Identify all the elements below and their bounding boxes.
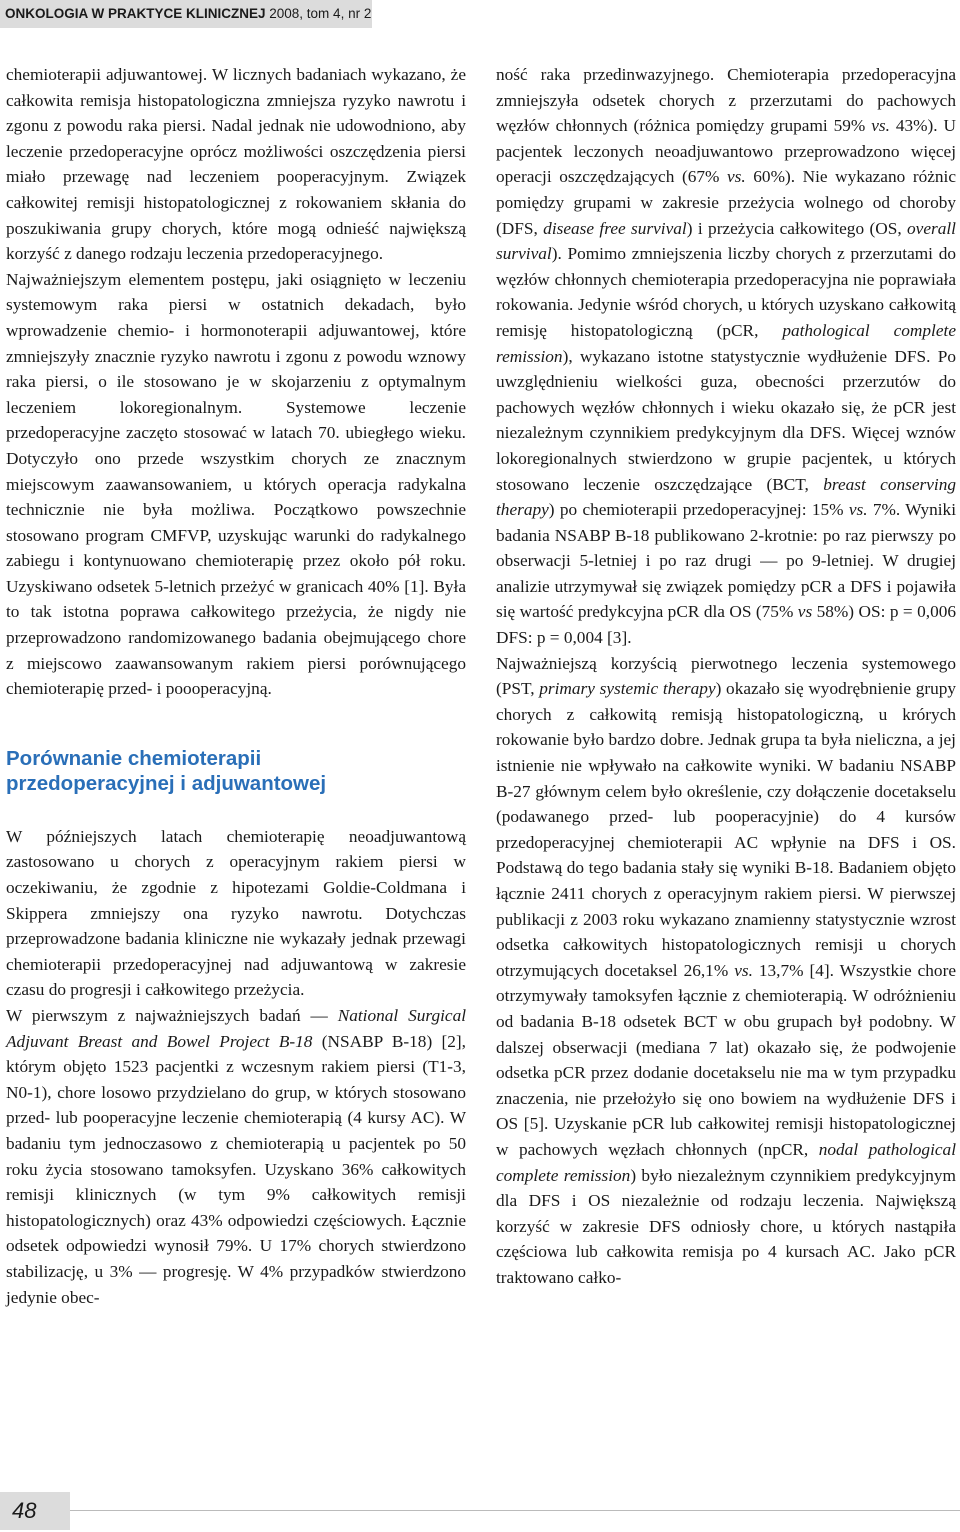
pcr-term: pathological complete remission xyxy=(496,320,956,366)
text-run: ) i przeżycia całkowitego (OS, xyxy=(686,218,908,238)
text-run: ) było niezależnym czynnikiem predykcyjnym dla DFS i OS niezależnie od rodzaju leczenia. Największą korzyść w zakresie DFS odniosły chore, u których nastąpiła częściowa lub całkowita remisja po 4 kursach AC. Jako pCR traktowano całko- xyxy=(496,1165,956,1287)
paragraph-nsabp-b18 xyxy=(6,1003,466,1310)
pst-term: primary systemic therapy xyxy=(539,679,716,699)
os-term: overall survival xyxy=(496,218,956,264)
npcr-term: nodal pathological complete remission xyxy=(496,1139,956,1185)
text-run: (NSABP B-18) [2], którym objęto 1523 pacjentki z wczesnym rakiem piersi (T1-3, N0-1), chore losowo przydzielano do grup, w których stosowano przed- lub pooperacyjne leczenie chemioterapią (4 kursy AC). W badaniu tym jednoczasowo z chemioterapią u pacjentek po 50 roku życia stosowano tamoksyfen. Uzyskano 36% całkowitych remisji klinicznych (w tym 9% całkowitych remisji histopatologicznych) oraz 43% odpowiedzi częściowych. Łącznie odsetek odpowiedzi wynosił 79%. U 17% chorych stwierdzono stabilizację, u 3% — progresję. W 4% przypadków stwierdzono jedynie obec- xyxy=(6,1031,466,1307)
paragraph-comparison: W późniejszych latach chemioterapię neoadjuwantową zastosowano u chorych z operacyjnym rakiem piersi w oczekiwaniu, że zgodnie z hipotezami Goldie-Coldmana i Skippera zmniejszy ona ryzyko nawrotu. Dotychczas przeprowadzone badania kliniczne nie wykazały jednak przewagi chemioterapii przedoperacyjnej nad adjuwantową w zakresie czasu do progresji i całkowitego przeżycia. xyxy=(6,826,466,1000)
text-run: 43%). U pacjentek leczonych neoadjuwantowo przeprowadzono więcej operacji oszczędzających (67% xyxy=(496,116,956,187)
vs-term: vs. xyxy=(734,960,753,980)
page-number-box xyxy=(0,1492,70,1530)
running-header xyxy=(0,0,372,28)
vs-term: vs. xyxy=(726,167,746,187)
footer-rule xyxy=(70,1510,960,1511)
text-run: ) okazało się wyodrębnienie grupy chorych z całkowitą remisją histopatologiczną, u krórych rokowanie było bardzo dobre. Jednak grupa ta była nieliczna, a jej istnienie nie wpływało na całkowite wyniki. W badaniu NSABP B-27 głównym celem było określenie, czy dołączenie docetakselu (podawanego przed- lub pooperacyjnie) do 4 kursów przedoperacyjnej chemioterapii AC wpłynie na DFS i OS. Podstawą do tego badania stały się wyniki B-18. Badaniem objęto łącznie 2411 chorych z operacyjnym rakiem piersi. W pierwszej publikacji z 2003 roku wykazano znamienny statystycznie wzrost odsetka całkowitych histopatologicznych remisji u chorych otrzymujących docetaksel 26,1% xyxy=(496,679,957,980)
text-run: W pierwszym z najważniejszych badań — xyxy=(6,1006,338,1025)
text-run: ) po chemioterapii przedoperacyjnej: 15% xyxy=(548,500,849,520)
vs-term: vs xyxy=(797,602,813,622)
paragraph-b18-results xyxy=(496,62,956,651)
paragraph-pst xyxy=(496,651,956,1291)
left-column xyxy=(6,62,466,1310)
page-number: 48 xyxy=(12,1498,37,1523)
bct-term: breast conserving therapy xyxy=(496,474,956,520)
paragraph-history: Najważniejszym elementem postępu, jaki osiągnięto w leczeniu systemowym raka piersi w ostatnich dekadach, było wprowadzenie chemio- i hormonoterapii adjuwantowej, które zmniejszyły znacznie ryzyko nawrotu i zgonu z powodu wznowy raka piersi, o ile stosowano je w skojarzeniu z optymalnym leczeniem lokoregionalnym. Systemowe leczenie przedoperacyjne zaczęto stosować w latach 70. ubiegłego wieku. Dotyczyło ono przede wszystkim chorych ze znacznym miejscowym zaawansowaniem, u których operacja radykalna technicznie nie była możliwa. Początkowo powszechnie stosowano program CMFVP, uzyskując warunki do radykalnego zabiegu i kontynuowano chemioterapię przez około pół roku. Uzyskiwano odsetek 5-letnich przeżyć w granicach 40% [1]. Była to tak istotna poprawa całkowitego przeżycia, że nigdy nie przeprowadzono randomizowanego badania obejmującego chore z miejscowo zaawansowanym rakiem piersi porównującego chemioterapię przed- i poooperacyjną. xyxy=(6,269,466,699)
right-column xyxy=(496,62,956,1291)
text-run: 7%. Wyniki badania NSABP B-18 publikowano 2-krotnie: po raz pierwszy po obserwacji 5-letniej i po raz drugi — po 9-letniej. W drugiej analizie utrzymywał się związek pomiędzy pCR a DFS i pojawiła się wartość predykcyjna pCR dla OS (75% xyxy=(496,500,956,622)
paragraph-intro: chemioterapii adjuwantowej. W licznych badaniach wykazano, że całkowita remisja histopatologiczna zmniejsza ryzyko nawrotu i zgonu z powodu raka piersi. Nadal jednak nie udowodniono, aby leczenie przedoperacyjne oprócz możliwości oszczędzenia piersi miało przewagę nad leczeniem pooperacyjnym. Związek całkowitej remisji histopatologicznej z rokowaniem skłania do poszukiwania grupy chorych, które mogą odnieść największą korzyść z danego rodzaju leczenia przedoperacyjnego. xyxy=(6,65,466,264)
text-run: 58%) OS: p = 0,006 DFS: p = 0,004 [3]. xyxy=(496,602,956,648)
text-run: 60%). Nie wykazano różnic pomiędzy grupami w zakresie przeżycia wolnego od choroby (DFS, xyxy=(496,167,956,238)
text-run: Najważniejszą korzyścią pierwotnego leczenia systemowego (PST, xyxy=(496,653,956,699)
text-run: 13,7% [4]. Wszystkie chore otrzymywały tamoksyfen łącznie z chemioterapią. W odróżnieniu od badania B-18 odsetek BCT w obu grupach był podobny. W dalszej obserwacji (mediana 7 lat) okazało się, że podwojenie odsetka pCR przez dodanie docetakselu nie ma w tym przypadku znaczenia, nie przełożyło się ono bowiem na wydłużenie DFS i OS [5]. Uzyskanie pCR lub całkowitej remisji histopatologicznej w pachowych węzłach chłonnych (npCR, xyxy=(496,960,956,1159)
text-run: ), wykazano istotne statystycznie wydłużenie DFS. Po uwzględnieniu wielkości guza, obecności przerzutów do pachowych węzłów chłonnych i wieku okazało się, że pCR jest niezależnym czynnikiem predykcyjnym dla DFS. Więcej wznów lokoregionalnych stwierdzono w grupie pacjentek, u których stosowano leczenie oszczędzające (BCT, xyxy=(496,346,956,494)
section-heading xyxy=(6,746,466,796)
section-heading-line1: Porównanie chemioterapii xyxy=(6,746,262,770)
section-heading-line2: przedoperacyjnej i adjuwantowej xyxy=(6,771,327,795)
vs-term: vs. xyxy=(848,500,868,520)
study-name: National Surgical Adjuvant Breast and Bowel Project B-18 xyxy=(6,1006,467,1051)
dfs-term: disease free survival xyxy=(543,218,687,238)
vs-term: vs. xyxy=(871,116,890,136)
text-run: ). Pomimo zmniejszenia liczby chorych z przerzutami do węzłów chłonnych chemioterapia przedoperacyjna nie poprawiała rokowania. Jedynie wśród chorych, u których uzyskano całkowitą remisję histopatologiczną (pCR, xyxy=(496,244,956,340)
header-text xyxy=(5,6,371,21)
text-run: ność raka przedinwazyjnego. Chemioterapia przedoperacyjna zmniejszyła odsetek chorych z przerzutami do pachowych węzłów chłonnych (różnica pomiędzy grupami 59% xyxy=(496,65,956,136)
journal-issue: 2008, tom 4, nr 2 xyxy=(265,6,372,21)
journal-name: ONKOLOGIA W PRAKTYCE KLINICZNEJ xyxy=(5,6,266,21)
